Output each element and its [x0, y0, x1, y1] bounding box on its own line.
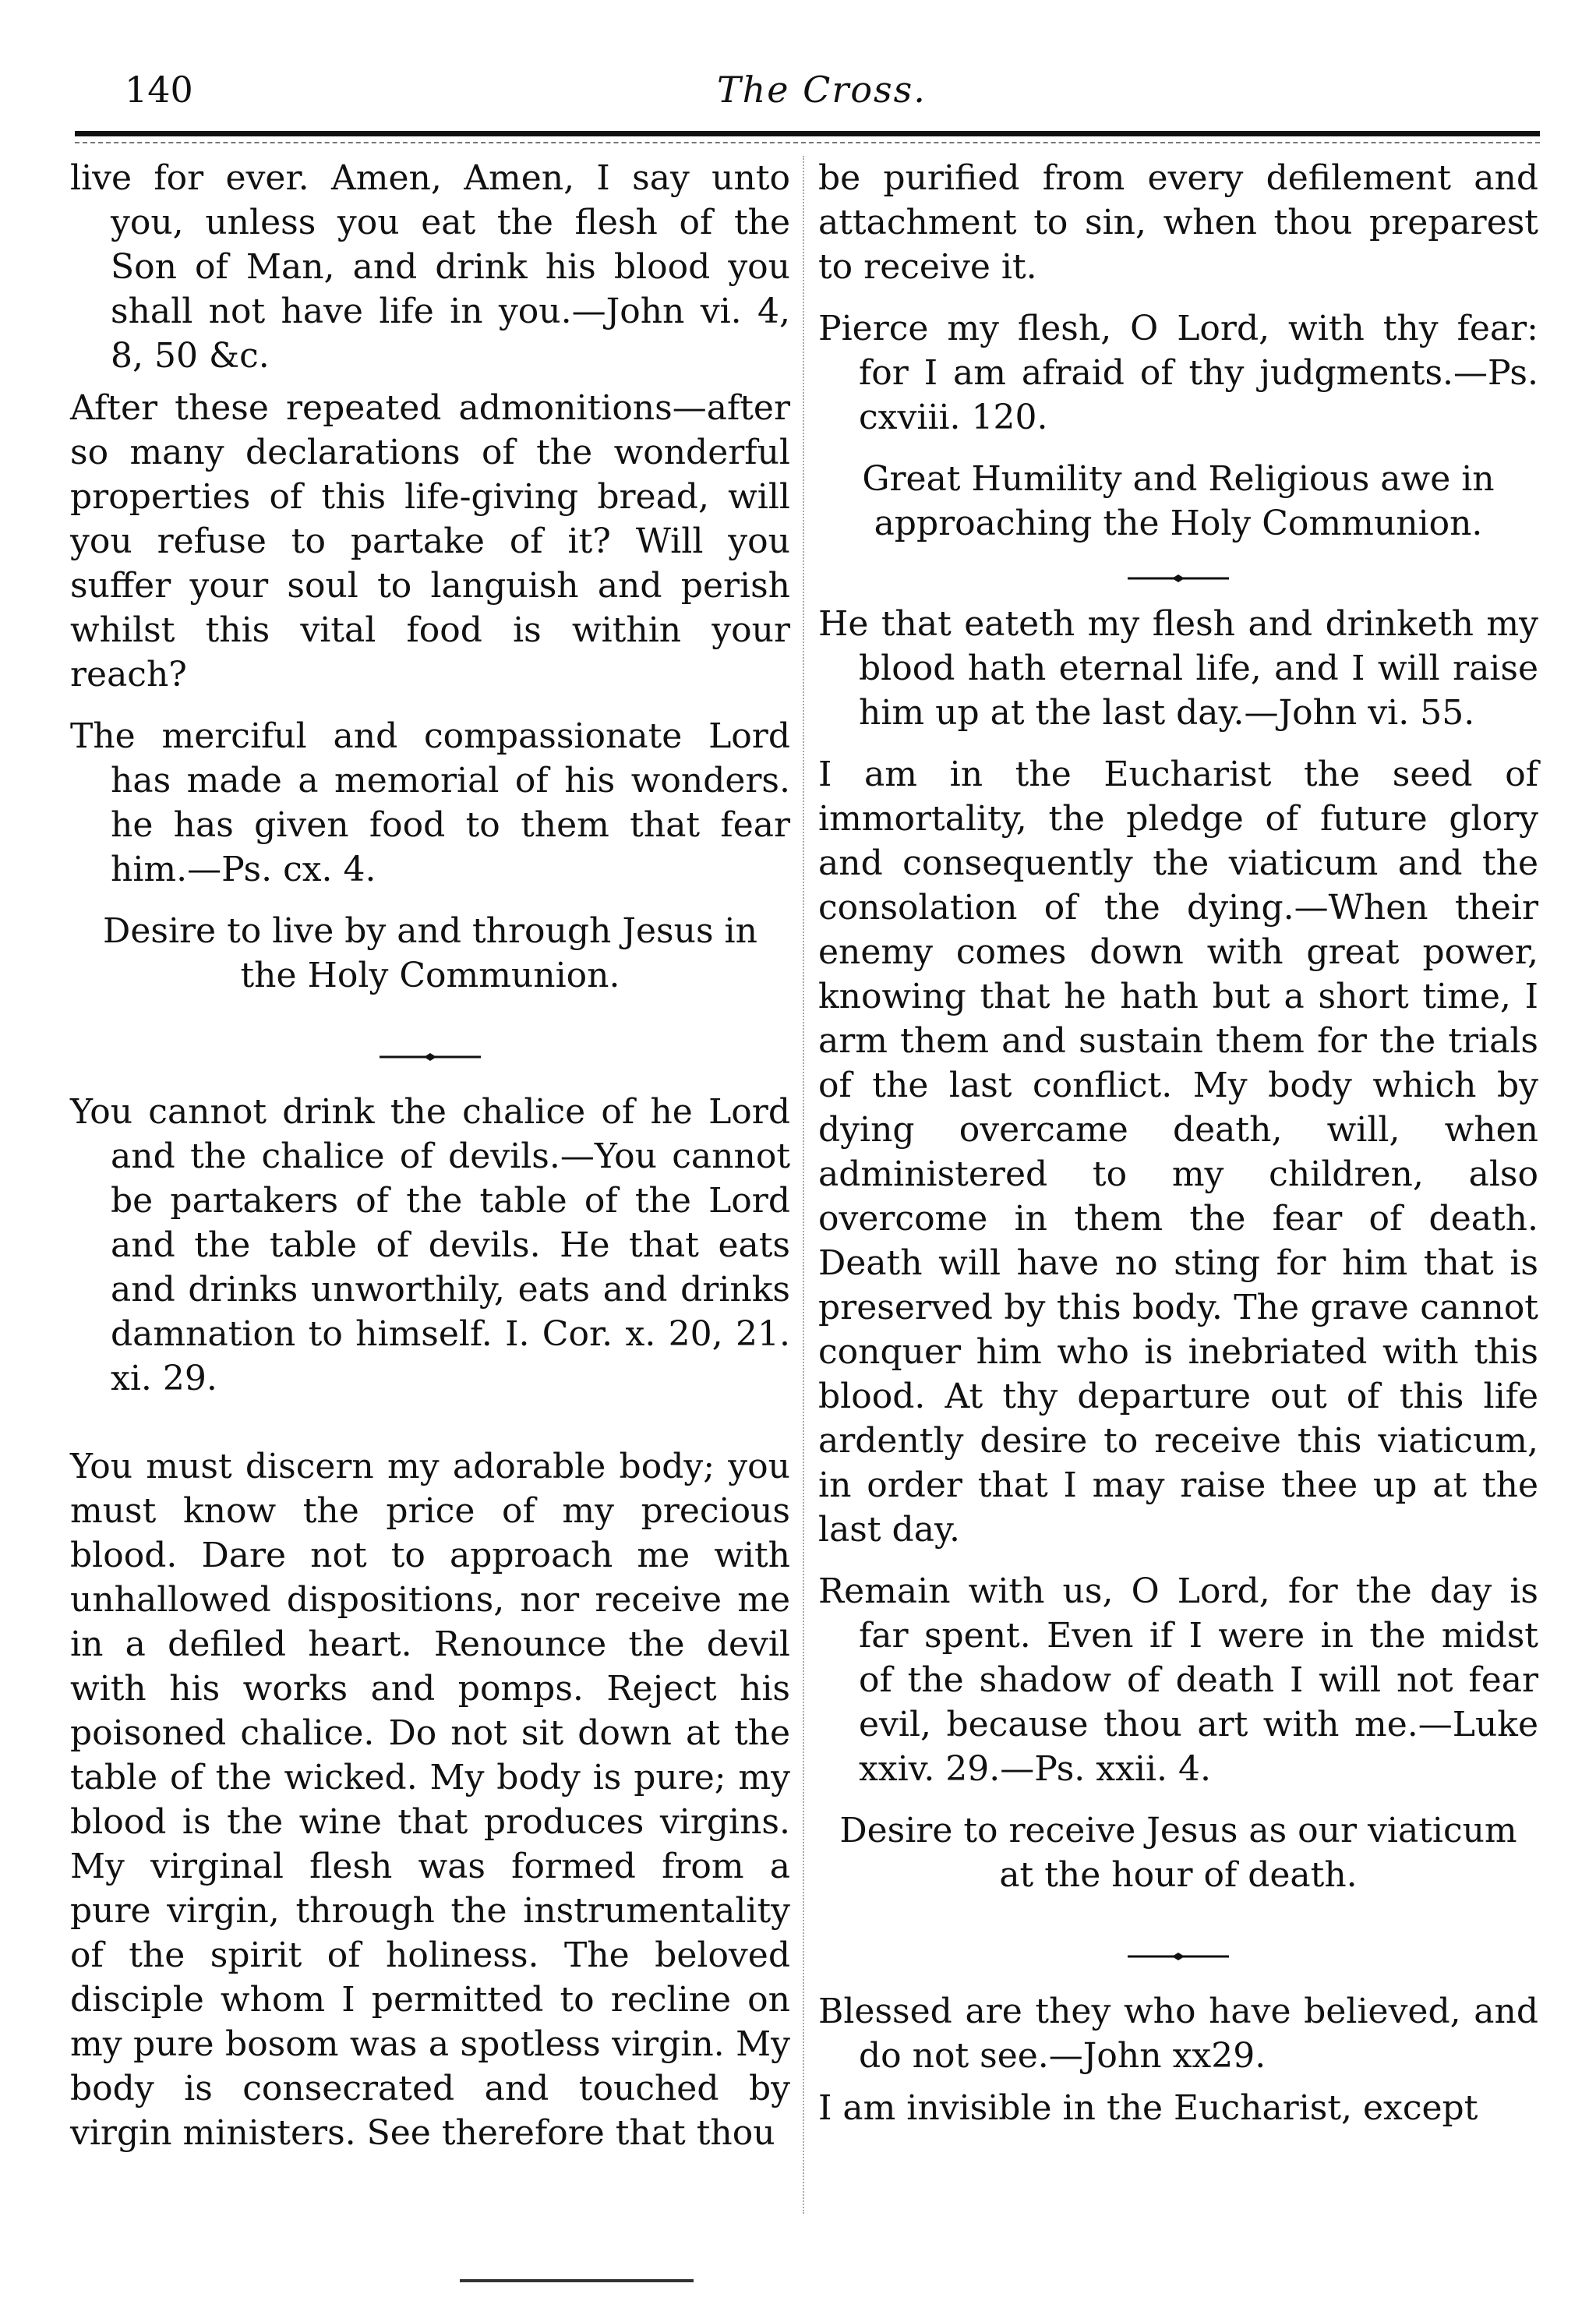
- paragraph-scripture-remain: Remain with us, O Lord, for the day is far spent. Even if I were in the midst of the shadow of death I will not fear evil, because thou art with me.—Luke xxiv. 29.—Ps. xxii. 4.: [818, 1571, 1538, 1789]
- paragraph-scripture-blessed: Blessed are they who have believed, and do not see.—John xx29.: [818, 1992, 1538, 2076]
- paragraph-admonitions: After these repeated admonitions—after so many declarations of the wonderful properties of this life-giving bread, will you refuse to partake of it? Will you suffer your soul to languish and perish whilst this vital food is within your reach?: [70, 388, 790, 695]
- paragraph-scripture-john: live for ever. Amen, Amen, I say unto you, unless you eat the flesh of the Son of Man, and drink his blood you shall not have life in you.—John vi. 4, 8, 50 &c.: [70, 158, 790, 376]
- section-heading-desire-to-live: Desire to live by and through Jesus in the Holy Communion.: [103, 911, 757, 995]
- page-number: 140: [125, 69, 193, 111]
- running-title: The Cross.: [717, 69, 927, 111]
- paragraph-scripture-psalm: The merciful and compassionate Lord has made a memorial of his wonders. he has given food to them that fear him.—Ps. cx. 4.: [70, 716, 790, 889]
- column-divider: [803, 156, 806, 2214]
- ornament-divider: [818, 563, 1538, 594]
- bottom-mark: [460, 2279, 694, 2282]
- paragraph-scripture-corinthians: You cannot drink the chalice of he Lord and the chalice of devils.—You cannot be partakers of the table of the Lord and the table of devils. He that eats and drinks unworthily, eats and drinks damnation to himself. I. Cor. x. 20, 21. xi. 29.: [70, 1092, 790, 1398]
- ornament-divider: [818, 1941, 1538, 1972]
- right-column: [818, 156, 1538, 2130]
- header-rule-thin: [75, 142, 1540, 143]
- paragraph-invisible: I am invisible in the Eucharist, except: [818, 2088, 1478, 2128]
- left-column: [70, 156, 790, 2155]
- header-rule: [75, 131, 1540, 136]
- paragraph-purified: be purified from every defilement and attachment to sin, when thou preparest to receive it.: [818, 158, 1538, 287]
- ornament-divider: [70, 1041, 790, 1073]
- paragraph-scripture-eateth: He that eateth my flesh and drinketh my blood hath eternal life, and I will raise him up at the last day.—John vi. 55.: [818, 604, 1538, 733]
- section-heading-humility: Great Humility and Religious awe in approaching the Holy Communion.: [862, 459, 1495, 543]
- paragraph-discern-body: You must discern my adorable body; you must know the price of my precious blood. Dare not to approach me with unhallowed dispositions, nor receive me in a defiled heart. Renounce the devil with his works and pomps. Reject his poisoned chalice. Do not sit down at the table of the wicked. My body is pure; my blood is the wine that produces virgins. My virginal flesh was formed from a pure virgin, through the instrumentality of the spirit of holiness. The beloved disciple whom I permitted to recline on my pure bosom was a spotless virgin. My body is consecrated and touched by virgin ministers. See therefore that thou: [70, 1447, 790, 2153]
- paragraph-scripture-pierce: Pierce my flesh, O Lord, with thy fear: for I am afraid of thy judgments.—Ps. cxviii. 120.: [818, 309, 1538, 437]
- paragraph-eucharist-seed: I am in the Eucharist the seed of immortality, the pledge of future glory and consequently the viaticum and the consolation of the dying.—When their enemy comes down with great power, knowing that he hath but a short time, I arm them and sustain them for the trials of the last conflict. My body which by dying overcame death, will, when administered to my children, also overcome in them the fear of death. Death will have no sting for him that is preserved by this body. The grave cannot conquer him who is inebriated with this blood. At thy departure out of this life ardently desire to receive this viaticum, in order that I may raise thee up at the last day.: [818, 755, 1538, 1550]
- section-heading-viaticum: Desire to receive Jesus as our viaticum at the hour of death.: [839, 1811, 1517, 1895]
- page-header: [125, 69, 1551, 123]
